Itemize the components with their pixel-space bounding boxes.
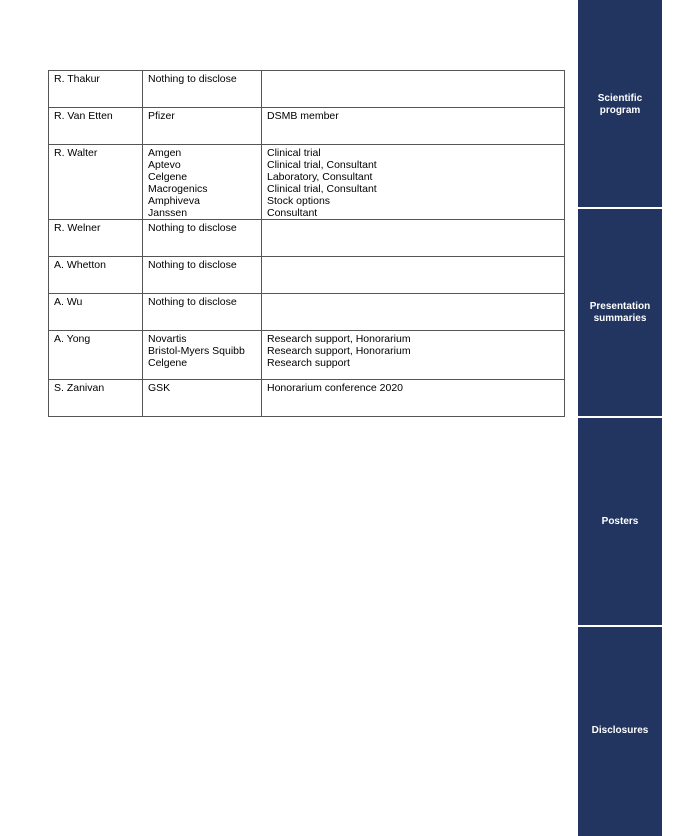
company-cell <box>143 331 262 380</box>
role-cell <box>262 71 565 108</box>
company-name: Nothing to disclose <box>148 296 237 308</box>
company-name: Novartis <box>148 333 187 345</box>
role-description: Consultant <box>267 207 318 219</box>
name-cell: A. Wu <box>49 294 143 331</box>
role-description: Research support, Honorarium <box>267 333 411 345</box>
tab-label: Disclosures <box>591 725 649 736</box>
role-cell <box>262 257 565 294</box>
table-row <box>49 108 565 145</box>
tab-presentation-summaries[interactable] <box>578 209 662 416</box>
table-row <box>49 380 565 417</box>
tab-label: Posters <box>601 516 639 527</box>
role-cell <box>262 380 565 417</box>
tab-label: Scientific program <box>597 93 643 116</box>
tab-scientific-program[interactable] <box>578 0 662 207</box>
disclosures-table-body <box>49 71 565 417</box>
table-row <box>49 257 565 294</box>
company-cell <box>143 257 262 294</box>
role-cell <box>262 220 565 257</box>
table-row <box>49 145 565 220</box>
company-name: Bristol-Myers Squibb <box>148 345 245 357</box>
company-name: Macrogenics <box>148 183 208 195</box>
role-description: Clinical trial, Consultant <box>267 159 377 171</box>
disclosures-table <box>48 70 565 417</box>
company-name: GSK <box>148 382 171 394</box>
company-cell <box>143 108 262 145</box>
company-cell <box>143 380 262 417</box>
table-row <box>49 331 565 380</box>
company-name: Pfizer <box>148 110 175 122</box>
name-cell: R. Van Etten <box>49 108 143 145</box>
role-description: Research support <box>267 357 350 369</box>
name-cell: A. Yong <box>49 331 143 380</box>
name-cell: S. Zanivan <box>49 380 143 417</box>
company-cell <box>143 145 262 220</box>
company-name: Nothing to disclose <box>148 259 237 271</box>
role-description: Research support, Honorarium <box>267 345 411 357</box>
company-name: Celgene <box>148 171 188 183</box>
table-row <box>49 294 565 331</box>
role-description: DSMB member <box>267 110 339 122</box>
table-row <box>49 220 565 257</box>
company-cell <box>143 220 262 257</box>
company-name: Janssen <box>148 207 188 219</box>
company-cell <box>143 71 262 108</box>
role-description: Clinical trial, Consultant <box>267 183 377 195</box>
section-sidebar <box>578 0 662 836</box>
name-cell: R. Welner <box>49 220 143 257</box>
name-cell: R. Thakur <box>49 71 143 108</box>
company-name: Celgene <box>148 357 188 369</box>
company-name: Nothing to disclose <box>148 73 237 85</box>
role-cell <box>262 294 565 331</box>
role-description: Clinical trial <box>267 147 321 159</box>
tab-posters[interactable] <box>578 418 662 625</box>
tab-label: Presentation summaries <box>589 301 651 324</box>
name-cell: A. Whetton <box>49 257 143 294</box>
name-cell: R. Walter <box>49 145 143 220</box>
role-cell <box>262 108 565 145</box>
table-row <box>49 71 565 108</box>
company-name: Amphiveva <box>148 195 200 207</box>
role-cell <box>262 331 565 380</box>
company-name: Aptevo <box>148 159 181 171</box>
role-description: Laboratory, Consultant <box>267 171 373 183</box>
role-description: Stock options <box>267 195 331 207</box>
role-cell <box>262 145 565 220</box>
tab-disclosures[interactable] <box>578 627 662 836</box>
company-name: Nothing to disclose <box>148 222 237 234</box>
role-description: Honorarium conference 2020 <box>267 382 403 394</box>
company-name: Amgen <box>148 147 182 159</box>
company-cell <box>143 294 262 331</box>
